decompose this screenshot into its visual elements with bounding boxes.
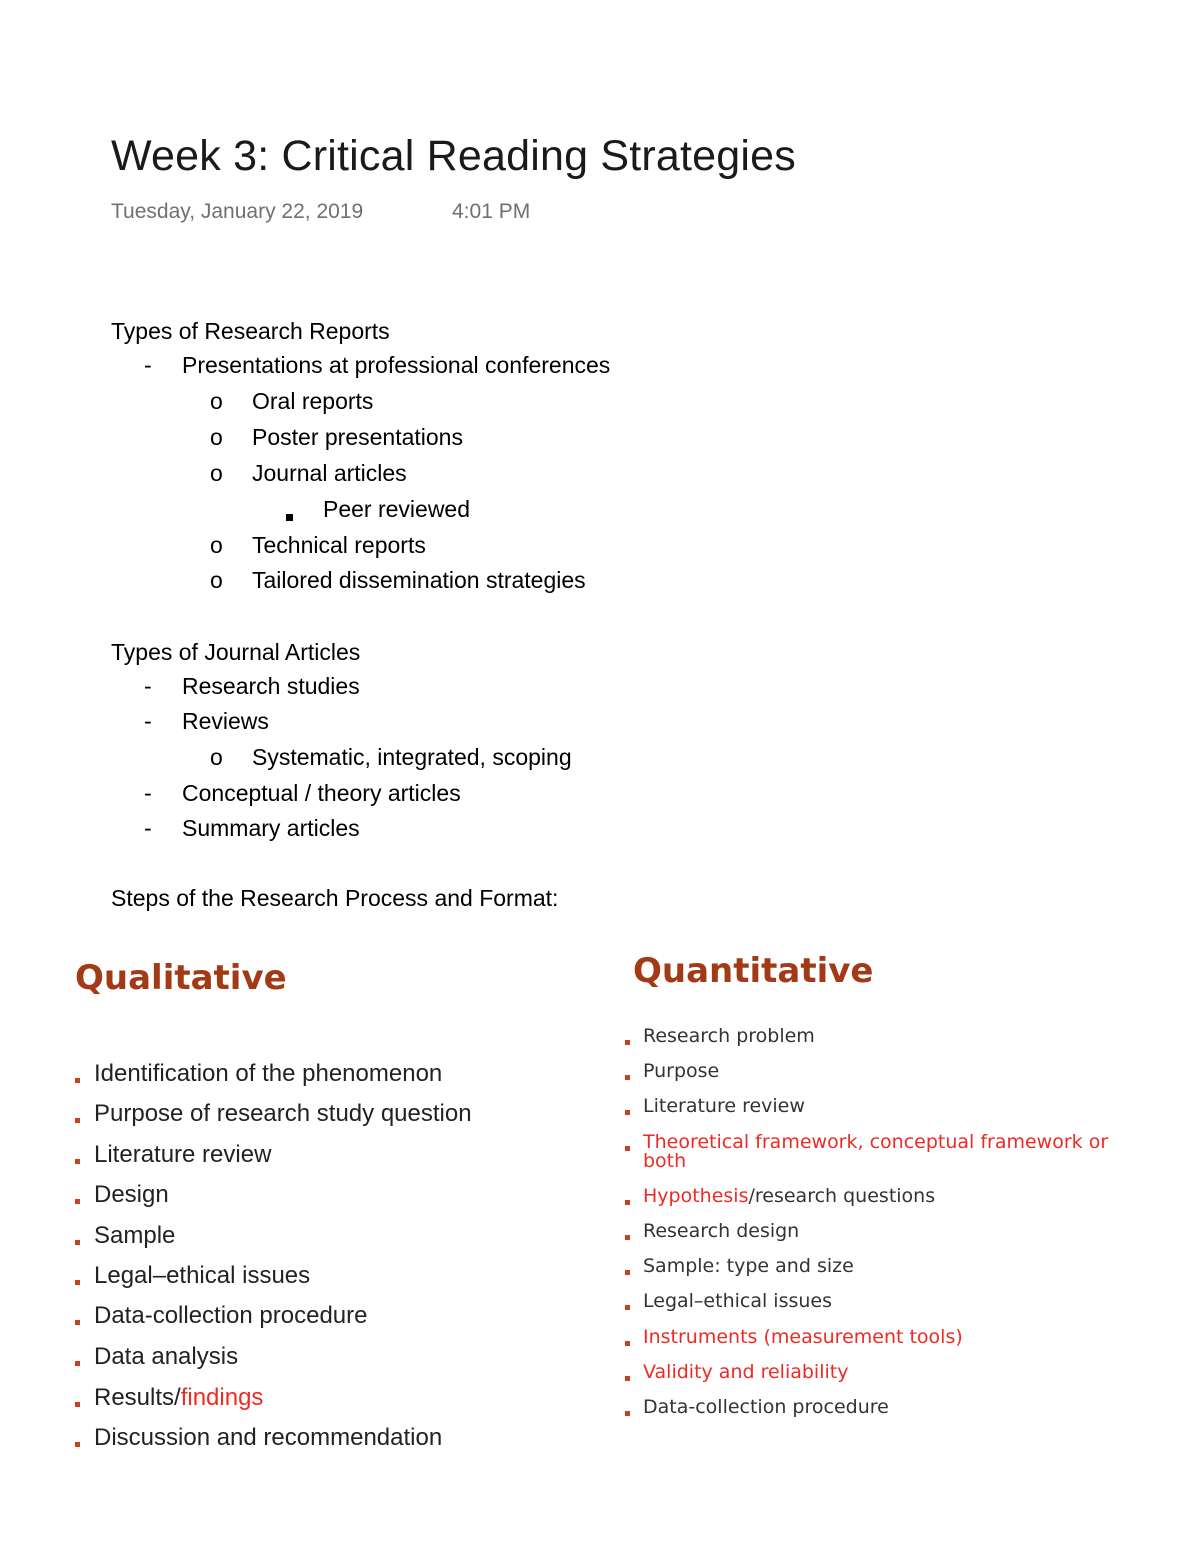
- note-date: Tuesday, January 22, 2019: [111, 200, 364, 223]
- list-item: Purpose: [643, 1060, 720, 1082]
- list-item: Identification of the phenomenon: [94, 1060, 443, 1087]
- bullet-dot: [625, 1225, 630, 1244]
- list-item: Sample: [94, 1222, 176, 1249]
- list-item: Instruments (measurement tools): [643, 1326, 963, 1348]
- results-label: Results/: [94, 1384, 181, 1411]
- findings-highlight: findings: [180, 1384, 264, 1411]
- quantitative-heading: Quantitative: [633, 951, 874, 991]
- bullet-dot: [75, 1068, 80, 1087]
- bullet-dot: [75, 1270, 80, 1289]
- hypothesis-highlight: Hypothesis: [643, 1185, 749, 1207]
- list-item: Reviews: [182, 708, 269, 734]
- list-item: Purpose of research study question: [94, 1100, 472, 1127]
- list-item: Data-collection procedure: [643, 1396, 889, 1418]
- bullet-dot: [625, 1100, 630, 1119]
- list-item: Poster presentations: [252, 424, 463, 450]
- list-item: Design: [94, 1181, 169, 1208]
- list-item-continuation: both: [643, 1150, 687, 1172]
- circle-bullet: o: [210, 460, 223, 486]
- bullet-dot: [625, 1401, 630, 1420]
- bullet-dot: [625, 1331, 630, 1350]
- list-item: Validity and reliability: [643, 1361, 849, 1383]
- section-heading-journal-articles: Types of Journal Articles: [111, 639, 361, 665]
- bullet-dot: [625, 1030, 630, 1049]
- bullet-dot: [625, 1065, 630, 1084]
- bullet-dot: [75, 1149, 80, 1168]
- qualitative-heading: Qualitative: [75, 958, 287, 998]
- list-item-cutoff: [94, 1424, 443, 1451]
- list-item: Data analysis: [94, 1343, 239, 1370]
- bullet-dot: [625, 1260, 630, 1279]
- bullet-dot: [75, 1392, 80, 1411]
- list-item: [94, 1384, 263, 1412]
- bullet-dot: [75, 1432, 80, 1451]
- circle-bullet: o: [210, 388, 223, 414]
- list-item: Literature review: [643, 1095, 805, 1117]
- circle-bullet: o: [210, 532, 223, 558]
- list-item: Technical reports: [252, 532, 426, 558]
- list-item: [643, 1185, 935, 1207]
- list-item: Theoretical framework, conceptual framework or: [643, 1131, 1109, 1153]
- list-item: Tailored dissemination strategies: [252, 567, 586, 593]
- square-bullet: [286, 506, 293, 525]
- list-item: Oral reports: [252, 388, 374, 414]
- list-item: Journal articles: [252, 460, 407, 486]
- list-item: Conceptual / theory articles: [182, 780, 461, 806]
- bullet-dot: [75, 1189, 80, 1208]
- list-item: Presentations at professional conferences: [182, 352, 611, 378]
- dash-bullet: -: [144, 673, 152, 699]
- dash-bullet: -: [144, 780, 152, 806]
- list-item: Peer reviewed: [323, 496, 471, 522]
- list-item: Systematic, integrated, scoping: [252, 744, 572, 770]
- list-item: Summary articles: [182, 815, 360, 841]
- circle-bullet: o: [210, 744, 223, 770]
- bullet-dot: [75, 1310, 80, 1329]
- circle-bullet: o: [210, 567, 223, 593]
- list-item: Data-collection procedure: [94, 1302, 368, 1329]
- bullet-dot: [75, 1108, 80, 1127]
- list-item: Sample: type and size: [643, 1255, 854, 1277]
- dash-bullet: -: [144, 815, 152, 841]
- research-questions-text: /research questions: [748, 1185, 936, 1207]
- dash-bullet: -: [144, 352, 152, 378]
- list-item: Literature review: [94, 1141, 272, 1168]
- cutoff-text: Discussion and recommendation: [94, 1424, 443, 1451]
- bullet-dot: [625, 1366, 630, 1385]
- section-heading-research-process: Steps of the Research Process and Format:: [111, 885, 559, 911]
- dash-bullet: -: [144, 708, 152, 734]
- bullet-dot: [625, 1295, 630, 1314]
- list-item: Legal–ethical issues: [94, 1262, 311, 1289]
- note-time: 4:01 PM: [452, 200, 531, 223]
- bullet-dot: [75, 1230, 80, 1249]
- page-title: Week 3: Critical Reading Strategies: [111, 132, 796, 180]
- bullet-dot: [625, 1190, 630, 1209]
- bullet-dot: [625, 1136, 630, 1155]
- list-item: Research design: [643, 1220, 800, 1242]
- circle-bullet: o: [210, 424, 223, 450]
- section-heading-research-reports: Types of Research Reports: [111, 318, 390, 344]
- list-item: Research studies: [182, 673, 360, 699]
- list-item: Legal–ethical issues: [643, 1290, 832, 1312]
- bullet-dot: [75, 1351, 80, 1370]
- list-item: Research problem: [643, 1025, 815, 1047]
